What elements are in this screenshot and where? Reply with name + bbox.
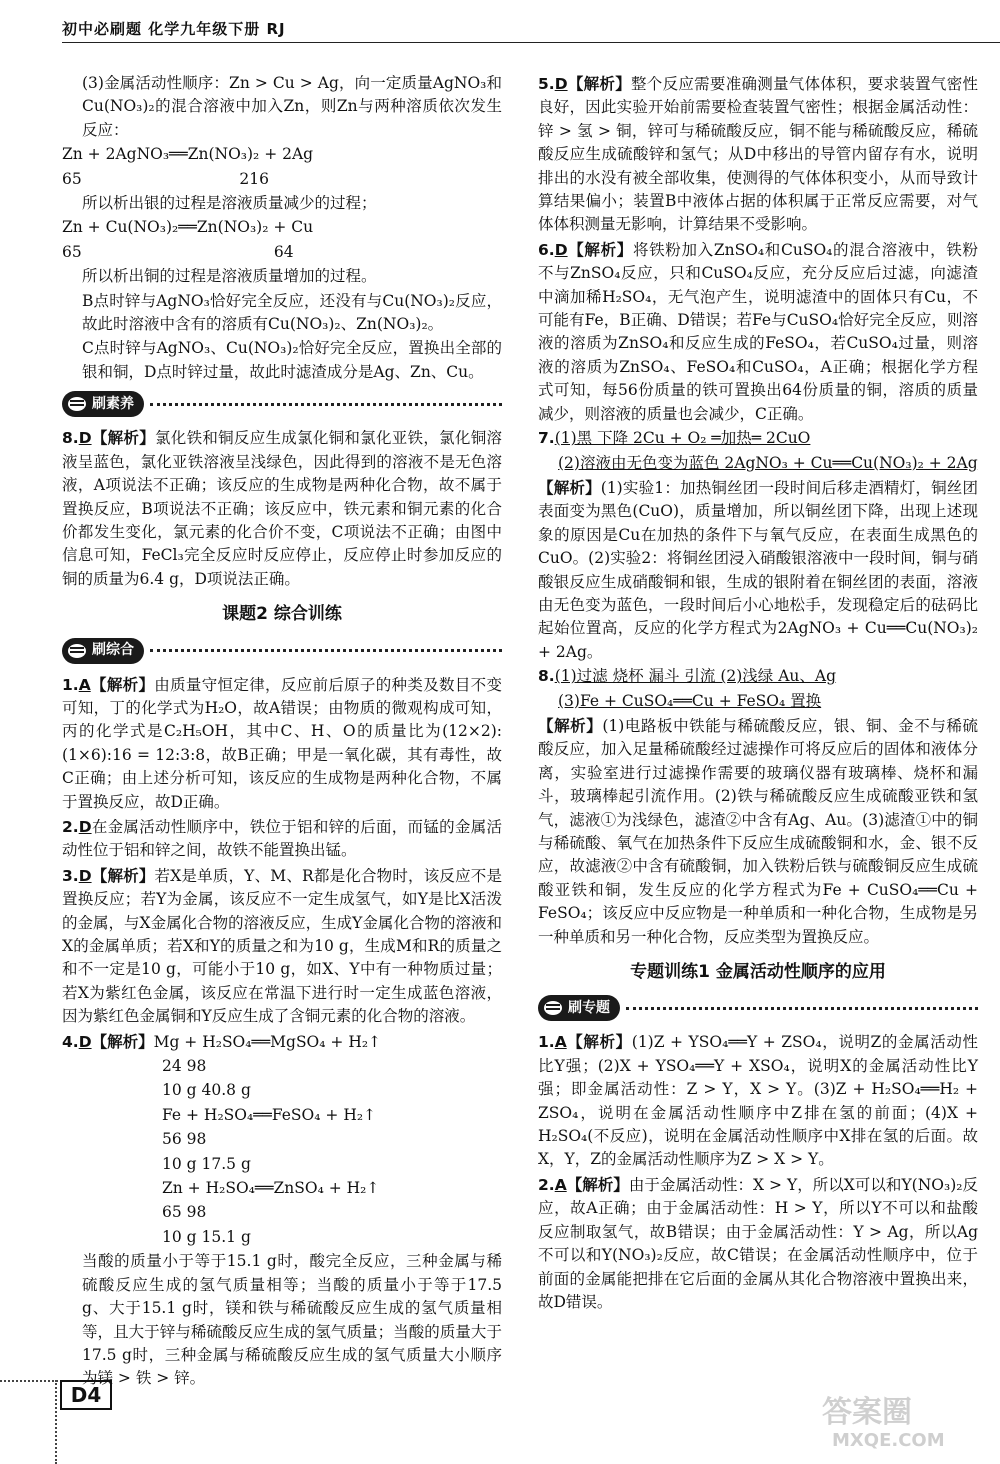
answer: D: [78, 817, 92, 836]
equation-line: Fe + H₂SO₄══FeSO₄ + H₂↑: [162, 1105, 377, 1124]
answer: D: [554, 240, 568, 259]
badge-label: 刷素养: [92, 395, 134, 412]
question-number: 4.: [62, 1032, 79, 1051]
question-number: 8.: [62, 429, 79, 448]
equation-line: 10 g 15.1 g: [162, 1227, 251, 1246]
analysis-text: 由质量守恒定律，反应前后原子的种类及数目不变可知，丁的化学式为H₂O，故A错误；由物质的微观构成可知，丙的化学式是C₂H₅OH，其中C、H、O的质量比为(12×2):(1×6):16 = 12:3:8，故B正确；甲是一氧化碳，其有毒性，故C正确；由上述分析可知，该反应的生成物是两种化合物，不属于置换反应，故D正确。: [62, 675, 502, 811]
section-badge: [62, 638, 144, 664]
watermark-cn: 答案圈: [822, 1395, 912, 1430]
analysis: [538, 476, 978, 664]
equation-line: 10 g 17.5 g: [162, 1154, 251, 1173]
analysis-tag: 【解析】: [567, 239, 633, 259]
analysis-text: 将铁粉加入ZnSO₄和CuSO₄的混合溶液中，铁粉不与ZnSO₄反应，只和CuSO₄反应，充分反应后过滤，向滤渣中滴加稀H₂SO₄，无气泡产生，说明滤渣中的固体只有Cu，不可能有Fe，B正确、D错误；若Fe与CuSO₄恰好完全反应，则溶液的溶质为ZnSO₄和反应生成的FeSO₄，若CuSO₄过量，则溶液的溶质为ZnSO₄、FeSO₄和CuSO₄，A正确；根据化学方程式可知，每56份质量的铁可置换出64份质量的铜，溶质的质量减少，则溶液的质量也会减少，C正确。: [538, 240, 978, 423]
equation-mass: 65 216: [62, 169, 269, 188]
watermark-en: MXQE.COM: [832, 1430, 945, 1451]
corner-dotted-rule: [55, 1380, 57, 1464]
equation-mass: 65 64: [62, 242, 294, 261]
question-number: 2.: [62, 817, 79, 836]
equation-line: 10 g 40.8 g: [162, 1081, 251, 1100]
analysis: [538, 714, 978, 949]
analysis-text: 在金属活动性顺序中，铁位于铝和锌的后面，而锰的金属活动性位于铝和锌之间，故铁不能置换出锰。: [62, 817, 502, 860]
equation: Zn + Cu(NO₃)₂══Zn(NO₃)₂ + Cu: [62, 218, 314, 237]
question-number: 5.: [538, 75, 555, 93]
question-2: [62, 815, 502, 863]
question-6: [538, 238, 978, 426]
question-1: [62, 673, 502, 814]
header-rule: [62, 42, 1000, 43]
page-header: 初中必刷题 化学九年级下册 RJ: [62, 20, 286, 38]
answer: D: [78, 429, 92, 448]
section-title: 课题2 综合训练: [222, 604, 342, 625]
analysis-text: (1)电路板中铁能与稀硫酸反应，银、铜、金不与稀硫酸反应，加入足量稀硫酸经过滤操作可将反应后的固体和液体分离，实验室进行过滤操作需要的玻璃仪器有玻璃棒、烧杯和漏斗，玻璃棒起引流作用。(2)铁与稀硫酸反应生成硫酸亚铁和氢气，滤液①为浅绿色，滤渣②中含有Ag、Au。(3)滤渣①中的铜与稀硫酸、氧气在加热条件下反应生成硫酸铜和水，金、银不反应，故滤液②中含有硫酸铜，加入铁粉后铁与硫酸铜反应生成硫酸亚铁和铜，发生反应的化学方程式为Fe + CuSO₄══Cu + FeSO₄；该反应中反应物是一种单质和一种化合物，生成物是另一种单质和另一种化合物，反应类型为置换反应。: [538, 716, 978, 946]
question-number: 1.: [62, 675, 79, 694]
badge-label: 刷专题: [568, 999, 610, 1016]
question-8: [62, 426, 502, 591]
brush-icon: [66, 394, 88, 414]
analysis-tag: 【解析】: [91, 865, 155, 885]
question-number: 2.: [538, 1175, 555, 1194]
analysis-tag: 【解析】: [538, 715, 603, 735]
question-number: 8.: [538, 667, 555, 686]
section-badge-row: [62, 637, 502, 665]
analysis-text: (1)Z + YSO₄══Y + ZSO₄，说明Z的金属活动性比Y强；(2)X + YSO₄══Y + XSO₄，说明X的金属活动性比Y强；即金属活动性：Z > Y，X > Y。(3)Z + H₂SO₄══H₂ + ZSO₄，说明在金属活动性顺序中Z排在氢的前面；(4)X + H₂SO₄(不反应)，说明在金属活动性顺序中X排在氢的后面。故X，Y，Z的金属活动性顺序为Z > X > Y。: [538, 1033, 978, 1169]
question-8: [538, 665, 978, 688]
text-line: C点时锌与AgNO₃、Cu(NO₃)₂恰好完全反应，置换出全部的银和铜，D点时锌过量，故此时滤渣成分是Ag、Zn、Cu。: [82, 339, 502, 381]
watermark-logo: [812, 1388, 982, 1452]
question-number: 7.: [538, 429, 555, 448]
answer: D: [554, 75, 568, 93]
analysis-text: 整个反应需要准确测量气体体积，要求装置气密性良好，因此实验开始前需要检查装置气密性；根据金属活动性：锌 > 氢 > 铜，锌可与稀硫酸反应，铜不能与稀硫酸反应，稀硫酸反应生成硫酸锌和氢气；从D中移出的导管内留存有水，说明排出的水没有被全部收集，使测得的气体体积变小，从而导致计算结果偏小；装置B中液体占据的体积属于正常反应需要，对气体体积测量无影响，计算结果不受影响。: [538, 75, 978, 234]
right-column: [538, 72, 978, 1315]
equation-line: 56 98: [162, 1130, 207, 1149]
brush-icon: [66, 641, 88, 661]
answer: A: [78, 675, 91, 694]
text-line: (3)金属活动性顺序：Zn > Cu > Ag，向一定质量AgNO₃和Cu(NO₃)₂的混合溶液中加入Zn，则Zn与两种溶质依次发生反应：: [82, 74, 502, 139]
analysis-text: (1)实验1：加热铜丝团一段时间后移走酒精灯，铜丝团表面变为黑色(CuO)，质量增加，所以铜丝团下降，出现上述现象的原因是Cu在加热的条件下与氧气反应，在表面生成黑色的CuO。(2)实验2：将铜丝团浸入硝酸银溶液中一段时间，铜与硝酸银反应生成硝酸铜和银，生成的银附着在铜丝团的表面，溶液由无色变为蓝色，一段时间后小心地松手，发现稳定后的砝码比起始位置高，反应的化学方程式为2AgNO₃ + Cu══Cu(NO₃)₂ + 2Ag。: [538, 478, 978, 661]
brush-icon: [542, 998, 564, 1018]
equation: Zn + 2AgNO₃══Zn(NO₃)₂ + 2Ag: [62, 145, 314, 164]
analysis-tag: 【解析】: [567, 74, 631, 93]
page-number: D4: [60, 1380, 112, 1410]
section-badge: [62, 391, 144, 417]
answer-line: (2)溶液由无色变为蓝色 2AgNO₃ + Cu══Cu(NO₃)₂ + 2Ag: [558, 453, 978, 472]
question-4: [62, 1030, 502, 1054]
analysis-tag: 【解析】: [91, 428, 155, 448]
text-line: 所以析出银的过程是溶液质量减少的过程；: [82, 194, 377, 213]
analysis-tag: 【解析】: [566, 1174, 629, 1194]
text-line: 所以析出铜的过程是溶液质量增加的过程。: [82, 267, 377, 286]
section-title: 专题训练1 金属活动性顺序的应用: [630, 962, 886, 983]
equation-line: 65 98: [162, 1203, 207, 1222]
question-number: 3.: [62, 866, 79, 885]
analysis-tag: 【解析】: [91, 1031, 154, 1051]
answer-line: (1)过滤 烧杯 漏斗 引流 (2)浅绿 Au、Ag: [554, 667, 837, 686]
equation-line: 24 98: [162, 1057, 207, 1076]
analysis-tag: 【解析】: [90, 674, 155, 694]
question-7: [538, 427, 978, 450]
section-badge-row: [62, 390, 502, 418]
corner-dotted-rule: [0, 1380, 58, 1382]
analysis-tag: 【解析】: [538, 477, 601, 497]
dotted-rule: [626, 1007, 978, 1010]
question-5: [538, 72, 978, 237]
answer-line: (3)Fe + CuSO₄══Cu + FeSO₄ 置换: [558, 691, 822, 710]
question-number: 6.: [538, 240, 555, 259]
question-3: [62, 864, 502, 1029]
analysis-text: 氯化铁和铜反应生成氯化铜和氯化亚铁，氯化铜溶液呈蓝色，氯化亚铁溶液呈浅绿色，因此得到的溶液不是无色溶液，A项说法不正确；该反应的生成物是两种化合物，故不属于置换反应，B项说法不正确；该反应中，铁元素和铜元素的化合价都发生变化，氯元素的化合价不变，C项说法不正确；由图中信息可知，FeCl₃完全反应时反应停止，反应停止时参加反应的铜的质量为6.4 g，D项说法正确。: [62, 429, 502, 588]
section-badge: [538, 995, 620, 1021]
analysis-text: 若X是单质，Y、M、R都是化合物时，该反应不是置换反应；若Y为金属，该反应不一定生成氢气，如Y是比X活泼的金属，与X金属化合物的溶液反应，生成Y金属化合物的溶液和X的金属单质；若X和Y的质量之和为10 g，生成M和R的质量之和不一定是10 g，可能小于10 g，如X、Y中有一种物质过量；若X为紫红色金属，该反应在常温下进行时一定生成蓝色溶液，因为紫红色金属铜和Y反应生成了含铜元素的化合物的溶液。: [62, 866, 502, 1026]
analysis-text: 由于金属活动性：X > Y，所以X可以和Y(NO₃)₂反应，故A正确；由于金属活动性：H > Y，所以Y不可以和盐酸反应制取氢气，故B错误；由于金属活动性：Y > Ag，所以Ag不可以和Y(NO₃)₂反应，故C错误；在金属活动性顺序中，位于前面的金属能把排在它后面的金属从其化合物溶液中置换出来，故D错误。: [538, 1175, 978, 1311]
answer-line: (1)黑 下降 2Cu + O₂ ═加热═ 2CuO: [554, 429, 811, 448]
dotted-rule: [150, 403, 502, 406]
answer: D: [78, 866, 92, 885]
dotted-rule: [150, 649, 502, 652]
question-1: [538, 1030, 978, 1171]
equation: Mg + H₂SO₄══MgSO₄ + H₂↑: [153, 1032, 382, 1051]
section-badge-row: [538, 994, 978, 1022]
question-number: 1.: [538, 1033, 555, 1052]
answer: D: [78, 1032, 92, 1051]
left-column: [62, 72, 502, 1392]
badge-label: 刷综合: [92, 641, 134, 658]
analysis-tag: 【解析】: [566, 1032, 632, 1052]
answer: A: [554, 1033, 567, 1052]
analysis-text: 当酸的质量小于等于15.1 g时，酸完全反应，三种金属与稀硫酸反应生成的氢气质量相等；当酸的质量小于等于17.5 g、大于15.1 g时，镁和铁与稀硫酸反应生成的氢气质量相等，且大于锌与稀硫酸反应生成的氢气质量；当酸的质量大于17.5 g时，三种金属与稀硫酸反应生成的氢气质量大小顺序为镁 > 铁 > 锌。: [82, 1252, 502, 1388]
answer: A: [554, 1175, 567, 1194]
equation-line: Zn + H₂SO₄══ZnSO₄ + H₂↑: [162, 1179, 380, 1198]
text-line: B点时锌与AgNO₃恰好完全反应，还没有与Cu(NO₃)₂反应，故此时溶液中含有的溶质有Cu(NO₃)₂、Zn(NO₃)₂。: [82, 291, 502, 334]
question-2: [538, 1173, 978, 1314]
